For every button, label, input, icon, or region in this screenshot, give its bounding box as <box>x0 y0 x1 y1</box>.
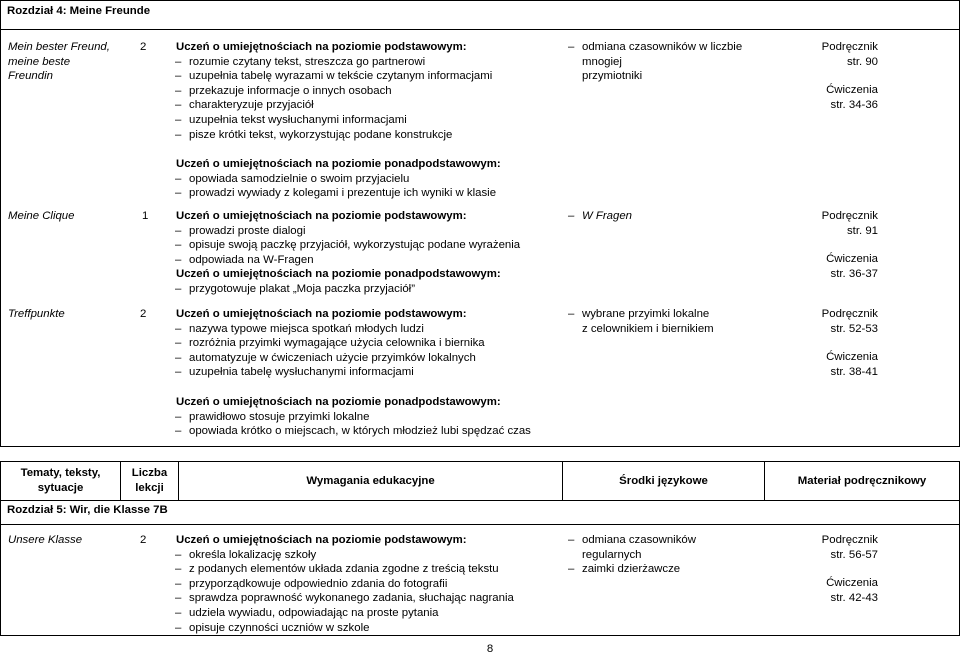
requirements-row-2 <box>176 209 520 297</box>
hours-row-2: 1 <box>142 210 149 222</box>
topic-row-2: Meine Clique <box>8 210 75 222</box>
list-item: – nazywa typowe miejsca spotkań młodych ludzi <box>175 322 531 337</box>
hours-row-s5: 2 <box>140 534 147 546</box>
workbook-pages: str. 38-41 <box>830 365 878 378</box>
list-item: – opowiada krótko o miejscach, w których młodzież lubi spędzać czas <box>175 424 531 439</box>
hours-row-1: 2 <box>140 41 147 53</box>
textbook-label: Podręcznik <box>821 534 878 546</box>
basic-heading: Uczeń o umiejętnościach na poziomie podstawowym: <box>176 210 467 222</box>
section-4-title-row <box>0 0 960 30</box>
section-5-title: Rozdział 5: Wir, die Klasse 7B <box>7 504 168 516</box>
materials-row-s5 <box>778 533 878 605</box>
list-item: – opisuje czynności uczniów w szkole <box>175 621 514 636</box>
list-item: – rozumie czytany tekst, streszcza go partnerowi <box>175 55 501 70</box>
requirements-row-3 <box>176 307 531 439</box>
list-item: – prowadzi proste dialogi <box>175 224 520 239</box>
workbook-label: Ćwiczenia <box>826 577 878 590</box>
list-item: – zaimki dzierżawcze <box>568 562 696 577</box>
header-language: Środki językowe <box>563 462 765 500</box>
basic-heading: Uczeń o umiejętnościach na poziomie podstawowym: <box>176 534 467 546</box>
list-item: – odmiana czasowników w liczbie <box>568 40 742 55</box>
list-item: – rozróżnia przyimki wymagające użycia celownika i biernika <box>175 336 531 351</box>
list-item-cont: regularnych <box>582 548 642 561</box>
list-item-cont: mnogiej <box>582 55 622 68</box>
advanced-heading: Uczeń o umiejętnościach na poziomie ponadpodstawowym: <box>176 268 501 281</box>
basic-heading: Uczeń o umiejętnościach na poziomie podstawowym: <box>176 41 467 53</box>
section-5-title-row <box>0 500 960 525</box>
language-row-1 <box>568 40 742 84</box>
textbook-label: Podręcznik <box>821 308 878 320</box>
textbook-pages: str. 56-57 <box>830 548 878 561</box>
list-item-cont: z celownikiem i biernikiem <box>582 322 714 335</box>
language-row-s5 <box>568 533 696 577</box>
list-item: – odpowiada na W-Fragen <box>175 253 520 268</box>
workbook-label: Ćwiczenia <box>826 351 878 364</box>
list-item: – przygotowuje plakat „Moja paczka przyjaciół” <box>175 282 520 297</box>
header-hours: Liczba lekcji <box>121 462 179 500</box>
textbook-pages: str. 91 <box>846 224 878 237</box>
list-item: – sprawdza poprawność wykonanego zadania, słuchając nagrania <box>175 591 514 606</box>
list-item: – opowiada samodzielnie o swoim przyjacielu <box>175 172 501 187</box>
page-number: 8 <box>486 643 494 655</box>
workbook-label: Ćwiczenia <box>826 253 878 266</box>
workbook-pages: str. 36-37 <box>830 267 878 280</box>
textbook-pages: str. 52-53 <box>830 322 878 335</box>
workbook-label: Ćwiczenia <box>826 84 878 97</box>
advanced-heading: Uczeń o umiejętnościach na poziomie ponadpodstawowym: <box>176 158 501 171</box>
table-header <box>0 461 960 501</box>
topic-row-s5: Unsere Klasse <box>8 534 83 546</box>
textbook-label: Podręcznik <box>821 41 878 53</box>
list-item: – przekazuje informacje o innych osobach <box>175 84 501 99</box>
header-requirements: Wymagania edukacyjne <box>179 462 563 500</box>
textbook-pages: str. 90 <box>846 55 878 68</box>
list-item: – wybrane przyimki lokalne <box>568 307 714 322</box>
textbook-label: Podręcznik <box>821 210 878 222</box>
language-row-3 <box>568 307 714 336</box>
advanced-heading: Uczeń o umiejętnościach na poziomie ponadpodstawowym: <box>176 395 501 408</box>
list-item: – W Fragen <box>568 209 632 224</box>
requirements-row-1 <box>176 40 501 201</box>
list-item-cont: przymiotniki <box>582 70 643 83</box>
header-topics: Tematy, teksty, sytuacje <box>1 462 121 500</box>
hours-row-3: 2 <box>140 308 147 320</box>
requirements-row-s5 <box>176 533 514 635</box>
materials-row-3 <box>778 307 878 379</box>
language-row-2 <box>568 209 632 224</box>
list-item: – określa lokalizację szkoły <box>175 548 514 563</box>
list-item: – uzupełnia tekst wysłuchanymi informacjami <box>175 113 501 128</box>
section-4-title: Rozdział 4: Meine Freunde <box>7 5 151 17</box>
workbook-pages: str. 42-43 <box>830 591 878 604</box>
list-item: – prawidłowo stosuje przyimki lokalne <box>175 410 531 425</box>
list-item: – opisuje swoją paczkę przyjaciół, wykorzystując podane wyrażenia <box>175 238 520 253</box>
materials-row-1 <box>778 40 878 112</box>
list-item: – odmiana czasowników <box>568 533 696 548</box>
topic-row-1: Mein bester Freund, meine beste Freundin <box>8 41 110 83</box>
list-item: – pisze krótki tekst, wykorzystując podane konstrukcje <box>175 128 501 143</box>
materials-row-2 <box>778 209 878 281</box>
list-item: – uzupełnia tabelę wyrazami w tekście czytanym informacjami <box>175 69 501 84</box>
basic-heading: Uczeń o umiejętnościach na poziomie podstawowym: <box>176 308 467 320</box>
header-materials: Materiał podręcznikowy <box>797 474 927 487</box>
list-item: – udziela wywiadu, odpowiadając na proste pytania <box>175 606 514 621</box>
workbook-pages: str. 34-36 <box>830 98 878 111</box>
list-item: – z podanych elementów układa zdania zgodne z treścią tekstu <box>175 562 514 577</box>
list-item: – automatyzuje w ćwiczeniach użycie przyimków lokalnych <box>175 351 531 366</box>
list-item: – prowadzi wywiady z kolegami i prezentuje ich wyniki w klasie <box>175 186 501 201</box>
list-item: – charakteryzuje przyjaciół <box>175 98 501 113</box>
list-item: – przyporządkowuje odpowiednio zdania do fotografii <box>175 577 514 592</box>
list-item: – uzupełnia tabelę wysłuchanymi informacjami <box>175 365 531 380</box>
topic-row-3: Treffpunkte <box>8 308 65 320</box>
